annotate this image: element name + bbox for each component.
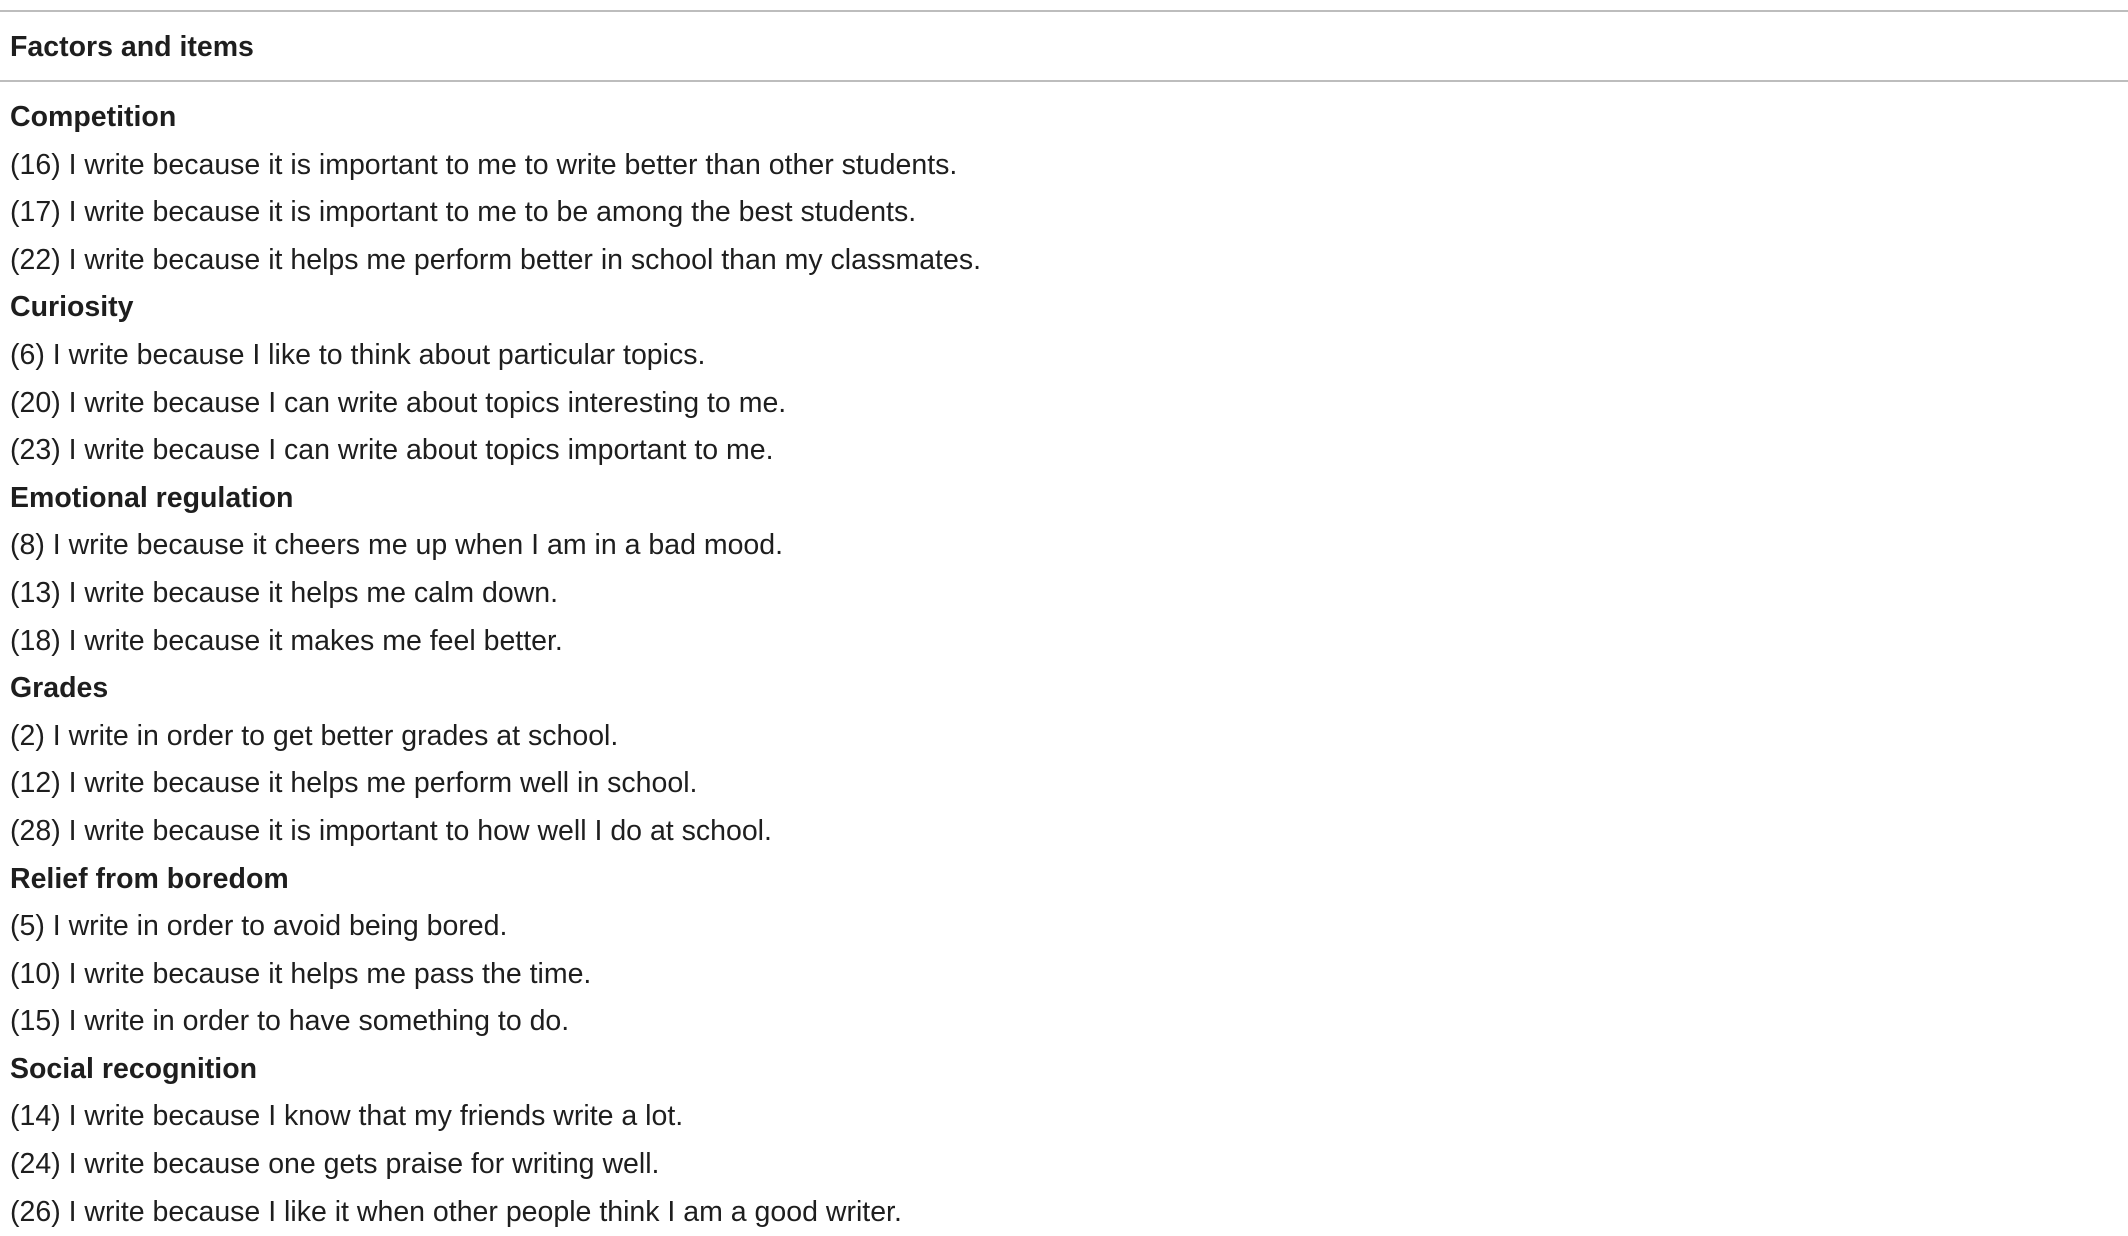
factor-heading-relief-from-boredom: Relief from boredom xyxy=(10,862,289,895)
item-row: (2) I write in order to get better grades at school. xyxy=(10,719,619,752)
factor-heading-emotional-regulation: Emotional regulation xyxy=(10,481,294,514)
item-row: (18) I write because it makes me feel better. xyxy=(10,624,563,657)
item-row: (22) I write because it helps me perform better in school than my classmates. xyxy=(10,243,981,276)
factor-heading-social-recognition: Social recognition xyxy=(10,1052,258,1085)
item-row: (14) I write because I know that my friends write a lot. xyxy=(10,1100,684,1133)
item-row: (17) I write because it is important to me to be among the best students. xyxy=(10,196,917,229)
item-row: (23) I write because I can write about topics important to me. xyxy=(10,434,774,467)
table-header-rule xyxy=(0,80,2128,82)
item-row: (5) I write in order to avoid being bored. xyxy=(10,910,508,943)
item-row: (26) I write because I like it when other people think I am a good writer. xyxy=(10,1195,902,1228)
item-row: (8) I write because it cheers me up when I am in a bad mood. xyxy=(10,529,784,562)
item-row: (12) I write because it helps me perform well in school. xyxy=(10,767,698,800)
item-row: (20) I write because I can write about topics interesting to me. xyxy=(10,386,787,419)
table-header: Factors and items xyxy=(10,31,254,63)
item-row: (15) I write in order to have something to do. xyxy=(10,1005,570,1038)
item-row: (13) I write because it helps me calm down. xyxy=(10,576,559,609)
item-row: (16) I write because it is important to me to write better than other students. xyxy=(10,148,958,181)
item-row: (6) I write because I like to think about particular topics. xyxy=(10,338,706,371)
item-row: (24) I write because one gets praise for writing well. xyxy=(10,1148,660,1181)
factor-heading-curiosity: Curiosity xyxy=(10,291,134,324)
factor-heading-competition: Competition xyxy=(10,101,177,133)
factor-heading-grades: Grades xyxy=(10,672,109,705)
table-body xyxy=(10,94,2110,1236)
item-row: (10) I write because it helps me pass the time. xyxy=(10,957,592,990)
item-row: (28) I write because it is important to how well I do at school. xyxy=(10,814,772,847)
table-top-rule xyxy=(0,10,2128,12)
